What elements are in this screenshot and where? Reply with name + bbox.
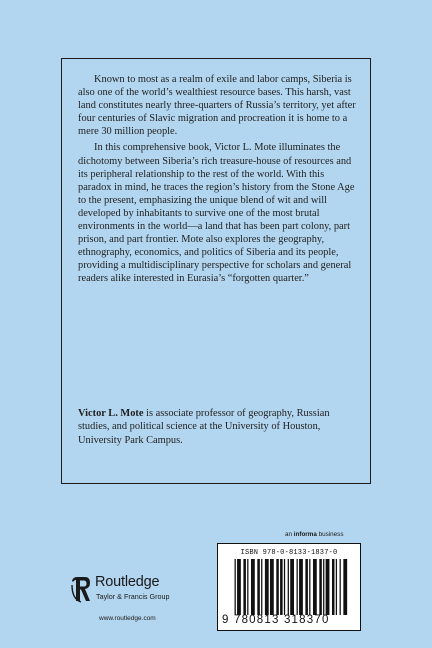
barcode-bar (297, 559, 298, 615)
barcode-bar (336, 559, 337, 615)
barcode-bar (288, 559, 289, 615)
barcode-bar (323, 559, 324, 615)
barcode-bar (276, 559, 279, 615)
author-name: Victor L. Mote (78, 408, 144, 419)
publisher-url: www.routledge.com (99, 615, 156, 622)
barcode-bar (290, 559, 294, 615)
barcode-bar (247, 559, 248, 615)
isbn-label: ISBN 978-0-8133-1837-0 (240, 549, 338, 557)
barcode-bars (232, 559, 356, 615)
publisher-group: Taylor & Francis Group (96, 592, 170, 601)
publisher-logo (71, 572, 191, 622)
barcode-bar (265, 559, 269, 615)
barcode-bar (243, 559, 246, 615)
barcode-bar (340, 559, 341, 615)
isbn-barcode (217, 543, 361, 631)
barcode-bar (235, 559, 236, 615)
barcode-bar (251, 559, 255, 615)
blurb-paragraph-2: In this comprehensive book, Victor L. Mote illuminates the dichotomy between Siberia’s rich treasure-house of resources and its peripheral relationship to the rest of the world. With this paradox in mind, he traces the region’s history from the Stone Age to the present, emphasizing the unique blend of wit and will developed by inhabitants to survive one of the most brutal environments in the world—a land that has been part colony, part prison, and part frontier. Mote also explores the geography, ethnography, economics, and politics of Siberia and its people, providing a multidisciplinary perspective for scholars and general readers alike interested in Eurasia’s “forgotten quarter.” (78, 142, 355, 285)
barcode-bar (343, 559, 347, 615)
informa-suffix: business (316, 531, 344, 538)
back-cover-blurb (61, 58, 371, 484)
barcode-bar (319, 559, 322, 615)
barcode-bar (257, 559, 260, 615)
author-bio-text: is associate professor of geography, Russian studies, and political science at the University of Houston, University Park Campus. (78, 408, 330, 446)
routledge-r-icon (71, 575, 91, 603)
barcode-bar (313, 559, 317, 615)
informa-tagline (285, 531, 343, 538)
publisher-name: Routledge (95, 574, 160, 590)
informa-brand: informa (293, 531, 317, 538)
blurb-paragraph-1: Known to most as a realm of exile and labor camps, Siberia is also one of the world’s wealthiest resource bases. This harsh, vast land constitutes nearly three-quarters of Russia’s territory, yet after four centuries of Slavic migration and procreation it is home to a mere 30 million people. (78, 74, 356, 138)
barcode-bar (305, 559, 308, 615)
barcode-bar (284, 559, 285, 615)
barcode-bar (237, 559, 241, 615)
barcode-bar (270, 559, 274, 615)
barcode-bar (299, 559, 303, 615)
barcode-bar (326, 559, 330, 615)
informa-prefix: an (285, 531, 294, 538)
barcode-bar (261, 559, 262, 615)
barcode-digits: 9 780813 318370 (222, 614, 330, 626)
barcode-bar (332, 559, 335, 615)
barcode-bar (280, 559, 283, 615)
barcode-bar (309, 559, 310, 615)
author-bio (78, 407, 360, 447)
